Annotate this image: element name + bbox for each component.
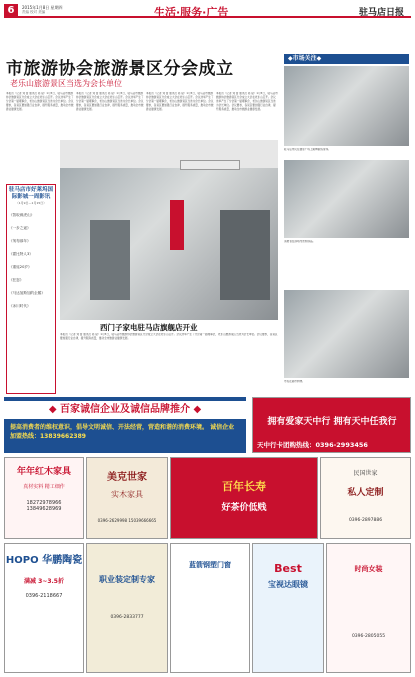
ad-meike xyxy=(86,457,168,539)
article-col-1: 本报讯（记者 刘 雷 通讯员 陈 斌）1月5日，驻马店市旅游协会旅游景区分会成立大会在老乐山召开。会议选举产生了分会第一届理事会，老乐山旅游景区当选为会长单位。会议要求，各景区要加强行业自律，提升服务质量，推动全市旅游业健康发展。 xyxy=(6,92,74,111)
movie-item: 《霍比特人3》 xyxy=(9,252,33,256)
ad-glasses-brand: Best xyxy=(274,562,302,575)
headline: 市旅游协会旅游景区分会成立 xyxy=(6,59,234,79)
market-caption-1: 驻马店市民在健身广场上跳舞锻炼身体。 xyxy=(284,148,331,151)
movie-list xyxy=(9,213,53,309)
ad-fashion-title: 时尚女装 xyxy=(354,565,383,573)
market-photo-3 xyxy=(284,290,409,378)
ad-furniture-phone1: 18272978966 xyxy=(26,500,62,506)
tianyi-title: 拥有爱家天中行 拥有天中任我行 xyxy=(267,417,397,427)
ad-custom-title: 私人定制 xyxy=(347,488,384,498)
masthead: 驻马店日报 xyxy=(359,8,405,18)
movie-sidebar xyxy=(6,184,56,394)
market-caption-3: 市民在超市购物。 xyxy=(284,380,305,383)
ad-uniform-title: 职业装定制专家 xyxy=(99,575,155,584)
ad-furniture-phone2: 13849628969 xyxy=(26,506,62,512)
ad-tea-sub: 好茶价低贱 xyxy=(221,503,267,513)
movie-item: 《匆匆那年》 xyxy=(9,239,31,243)
ad-custom-phone: 0396-2897886 xyxy=(348,518,383,523)
ad-hopo xyxy=(4,543,84,673)
issue-date: 2015年1月8日 星期四 xyxy=(22,5,63,10)
ad-meike-title: 美克世家 xyxy=(107,472,147,483)
ad-hopo-phone: 0396-2118667 xyxy=(25,593,63,599)
ad-meike-sub: 实木家具 xyxy=(111,490,143,499)
market-caption-2: 消费者在商场内选购商品。 xyxy=(284,240,316,243)
article-col-2: 本报讯（记者 刘 雷 通讯员 陈 斌）1月5日，驻马店市旅游协会旅游景区分会成立大会在老乐山召开。会议选举产生了分会第一届理事会，老乐山旅游景区当选为会长单位。会议要求，各景区要加强行业自律，提升服务质量，推动全市旅游业健康发展。 xyxy=(76,92,144,111)
market-photo-2 xyxy=(284,160,409,238)
ad-tea-title: 百年长寿 xyxy=(222,480,266,493)
ad-custom xyxy=(320,457,411,539)
sidebar-title: 驻马店市好莱坞国际影城一周影讯 xyxy=(9,187,54,200)
tianyi-phone: 天中行卡团购热线：0396-2993456 xyxy=(257,441,368,449)
article-col-4: 本报讯（记者 刘 雷 通讯员 陈 斌）1月5日，驻马店市旅游协会旅游景区分会成立大会在老乐山召开。会议选举产生了分会第一届理事会，老乐山旅游景区当选为会长单位。会议要求，各景区要加强行业自律，提升服务质量，推动全市旅游业健康发展。 xyxy=(216,92,278,111)
ad-windows xyxy=(170,543,250,673)
ad-uniform xyxy=(86,543,168,673)
promo-title: ◆ 百家诚信企业及诚信品牌推介 ◆ xyxy=(4,401,246,419)
section-title: 生活·服务·广告 xyxy=(154,6,229,19)
promo-banner xyxy=(4,397,246,453)
ad-furniture-sub: 真材实料 精工细作 xyxy=(23,484,65,490)
editor-line: 责编 校对 美编 xyxy=(22,10,46,14)
store-article: 本报讯（记者 刘 雷 通讯员 陈 斌）1月5日，驻马店市旅游协会旅游景区分会成立大会在老乐山召开。会议选举产生了分会第一届理事会，老乐山旅游景区当选为会长单位。会议要求，各景区要加强行业自律，提升服务质量，推动全市旅游业健康发展。 xyxy=(60,333,278,340)
movie-item: 《马达加斯加的企鹅》 xyxy=(9,291,45,295)
ad-tea xyxy=(170,457,318,539)
movie-item: 《一步之遥》 xyxy=(9,226,31,230)
ad-furniture xyxy=(4,457,84,539)
ad-glasses-title: 宝视达眼镜 xyxy=(268,580,308,589)
ad-windows-title: 蓝箭钢塑门窗 xyxy=(189,561,231,569)
ad-meike-phone: 0396-2629998 15039666665 xyxy=(97,518,157,523)
page-number: 6 xyxy=(4,4,18,16)
ad-custom-sub: 民国世家 xyxy=(353,470,378,477)
movie-item: 《狂怒》 xyxy=(9,278,24,282)
promo-slogan: 提高消费者的维权意识，倡导文明诚信、开法经营，营造和谐的消费环境。 诚信企业加盟热线：13839662389 xyxy=(10,424,235,440)
market-photo-1 xyxy=(284,66,409,146)
photo-caption: 西门子家电驻马店旗舰店开业 xyxy=(100,323,198,332)
store-photo xyxy=(60,140,278,320)
tianyi-ad xyxy=(252,397,411,453)
ad-hopo-sub: 满减 3~3.5折 xyxy=(24,578,64,585)
ad-hopo-title: HOPO 华鹏陶瓷 xyxy=(5,555,83,566)
article-col-3: 本报讯（记者 刘 雷 通讯员 陈 斌）1月5日，驻马店市旅游协会旅游景区分会成立大会在老乐山召开。会议选举产生了分会第一届理事会，老乐山旅游景区当选为会长单位。会议要求，各景区要加强行业自律，提升服务质量，推动全市旅游业健康发展。 xyxy=(146,92,214,111)
movie-item: 《冰川时代》 xyxy=(9,304,31,308)
subheadline: 老乐山旅游景区当选为会长单位 xyxy=(10,79,122,88)
page-header xyxy=(4,4,411,18)
sidebar-date: （1月9日—1月15日） xyxy=(15,201,47,205)
market-focus-header: ◆市场关注◆ xyxy=(284,54,409,64)
movie-item: 《智取威虎山》 xyxy=(9,213,35,217)
ad-glasses xyxy=(252,543,324,673)
ad-uniform-phone: 0396-2833777 xyxy=(110,615,144,620)
ad-furniture-title: 年年红木家具 xyxy=(16,467,71,477)
ad-fashion xyxy=(326,543,411,673)
movie-item: 《重返20岁》 xyxy=(9,265,32,269)
ad-fashion-phone: 0396-2805055 xyxy=(351,634,386,639)
